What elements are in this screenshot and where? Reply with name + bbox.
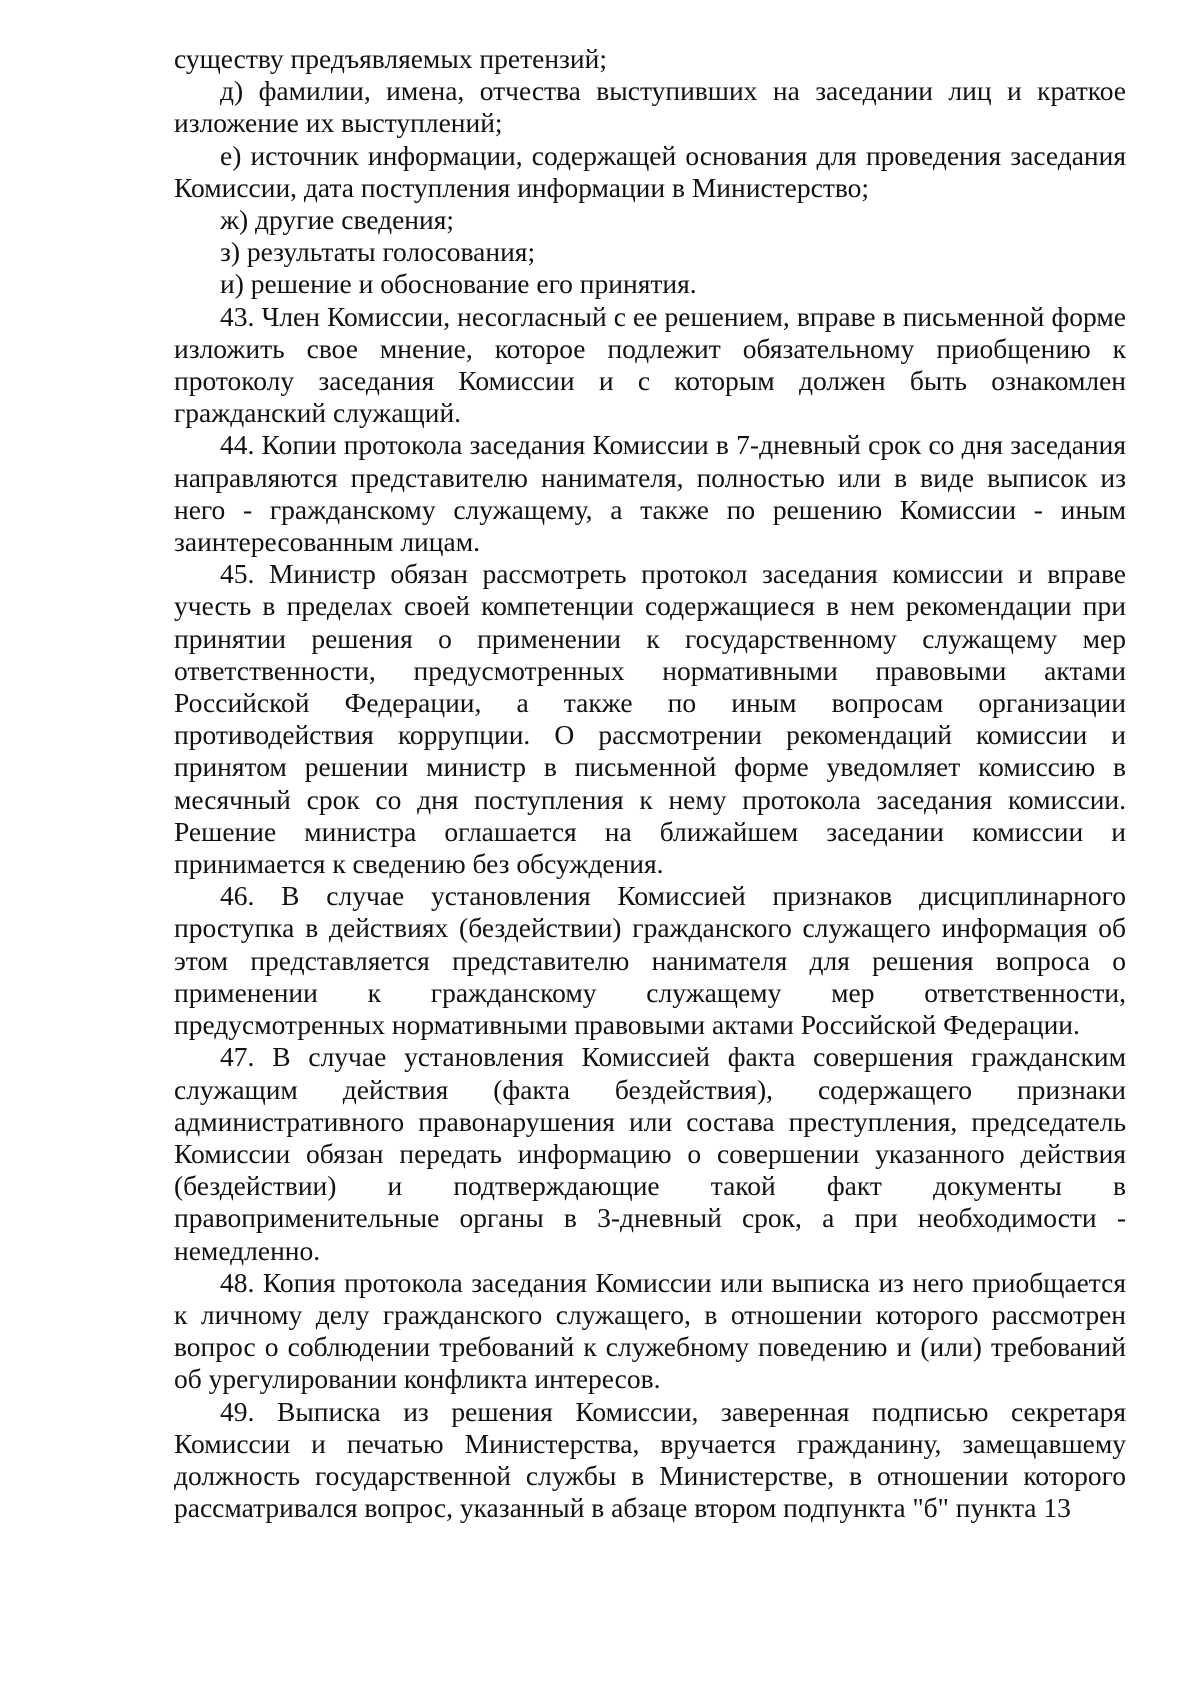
- paragraph-continuation: существу предъявляемых претензий;: [174, 43, 607, 74]
- list-item-zh: ж) другие сведения;: [220, 204, 455, 236]
- clause-43: 43. Член Комиссии, несогласный с ее решением, вправе в письменной форме изложить свое мнение, которое подлежит обязательному приобщению к протоколу заседания Комиссии и с которым должен быть ознакомлен гражданский служащий.: [174, 300, 1126, 429]
- list-item-z: з) результаты голосования;: [220, 236, 536, 268]
- clause-44: 44. Копии протокола заседания Комиссии в 7-дневный срок со дня заседания направляются представителю нанимателя, полностью или в виде выписок из него - гражданскому служащему, а также по решению Комиссии - иным заинтересованным лицам.: [174, 429, 1126, 558]
- list-item-d: д) фамилии, имена, отчества выступивших на заседании лиц и краткое изложение их выступлений;: [174, 75, 1126, 139]
- clause-48: 48. Копия протокола заседания Комиссии или выписка из него приобщается к личному делу гражданского служащего, в отношении которого рассмотрен вопрос о соблюдении требований к служебному поведению и (или) требований об урегулировании конфликта интересов.: [174, 1266, 1126, 1395]
- clause-47: 47. В случае установления Комиссией факта совершения гражданским служащим действия (факта бездействия), содержащего признаки административного правонарушения или состава преступления, председатель Комиссии обязан передать информацию о совершении указанного действия (бездействии) и подтверждающие такой факт документы в правоприменительные органы в 3-дневный срок, а при необходимости - немедленно.: [174, 1041, 1126, 1266]
- clause-45: 45. Министр обязан рассмотреть протокол заседания комиссии и вправе учесть в пределах своей компетенции содержащиеся в нем рекомендации при принятии решения о применении к государственному служащему мер ответственности, предусмотренных нормативными правовыми актами Российской Федерации, а также по иным вопросам организации противодействия коррупции. О рассмотрении рекомендаций комиссии и принятом решении министр в письменной форме уведомляет комиссию в месячный срок со дня поступления к нему протокола заседания комиссии. Решение министра оглашается на ближайшем заседании комиссии и принимается к сведению без обсуждения.: [174, 558, 1126, 880]
- document-body: [174, 43, 1126, 1524]
- clause-46: 46. В случае установления Комиссией признаков дисциплинарного проступка в действиях (бездействии) гражданского служащего информация об этом представляется представителю нанимателя для решения вопроса о применении к гражданскому служащему мер ответственности, предусмотренных нормативными правовыми актами Российской Федерации.: [174, 880, 1126, 1041]
- list-item-e: е) источник информации, содержащей основания для проведения заседания Комиссии, дата поступления информации в Министерство;: [174, 139, 1126, 203]
- clause-49: 49. Выписка из решения Комиссии, заверенная подписью секретаря Комиссии и печатью Министерства, вручается гражданину, замещавшему должность государственной службы в Министерстве, в отношении которого рассматривался вопрос, указанный в абзаце втором подпункта "б" пункта 13: [174, 1395, 1126, 1524]
- list-item-i: и) решение и обоснование его принятия.: [220, 268, 697, 300]
